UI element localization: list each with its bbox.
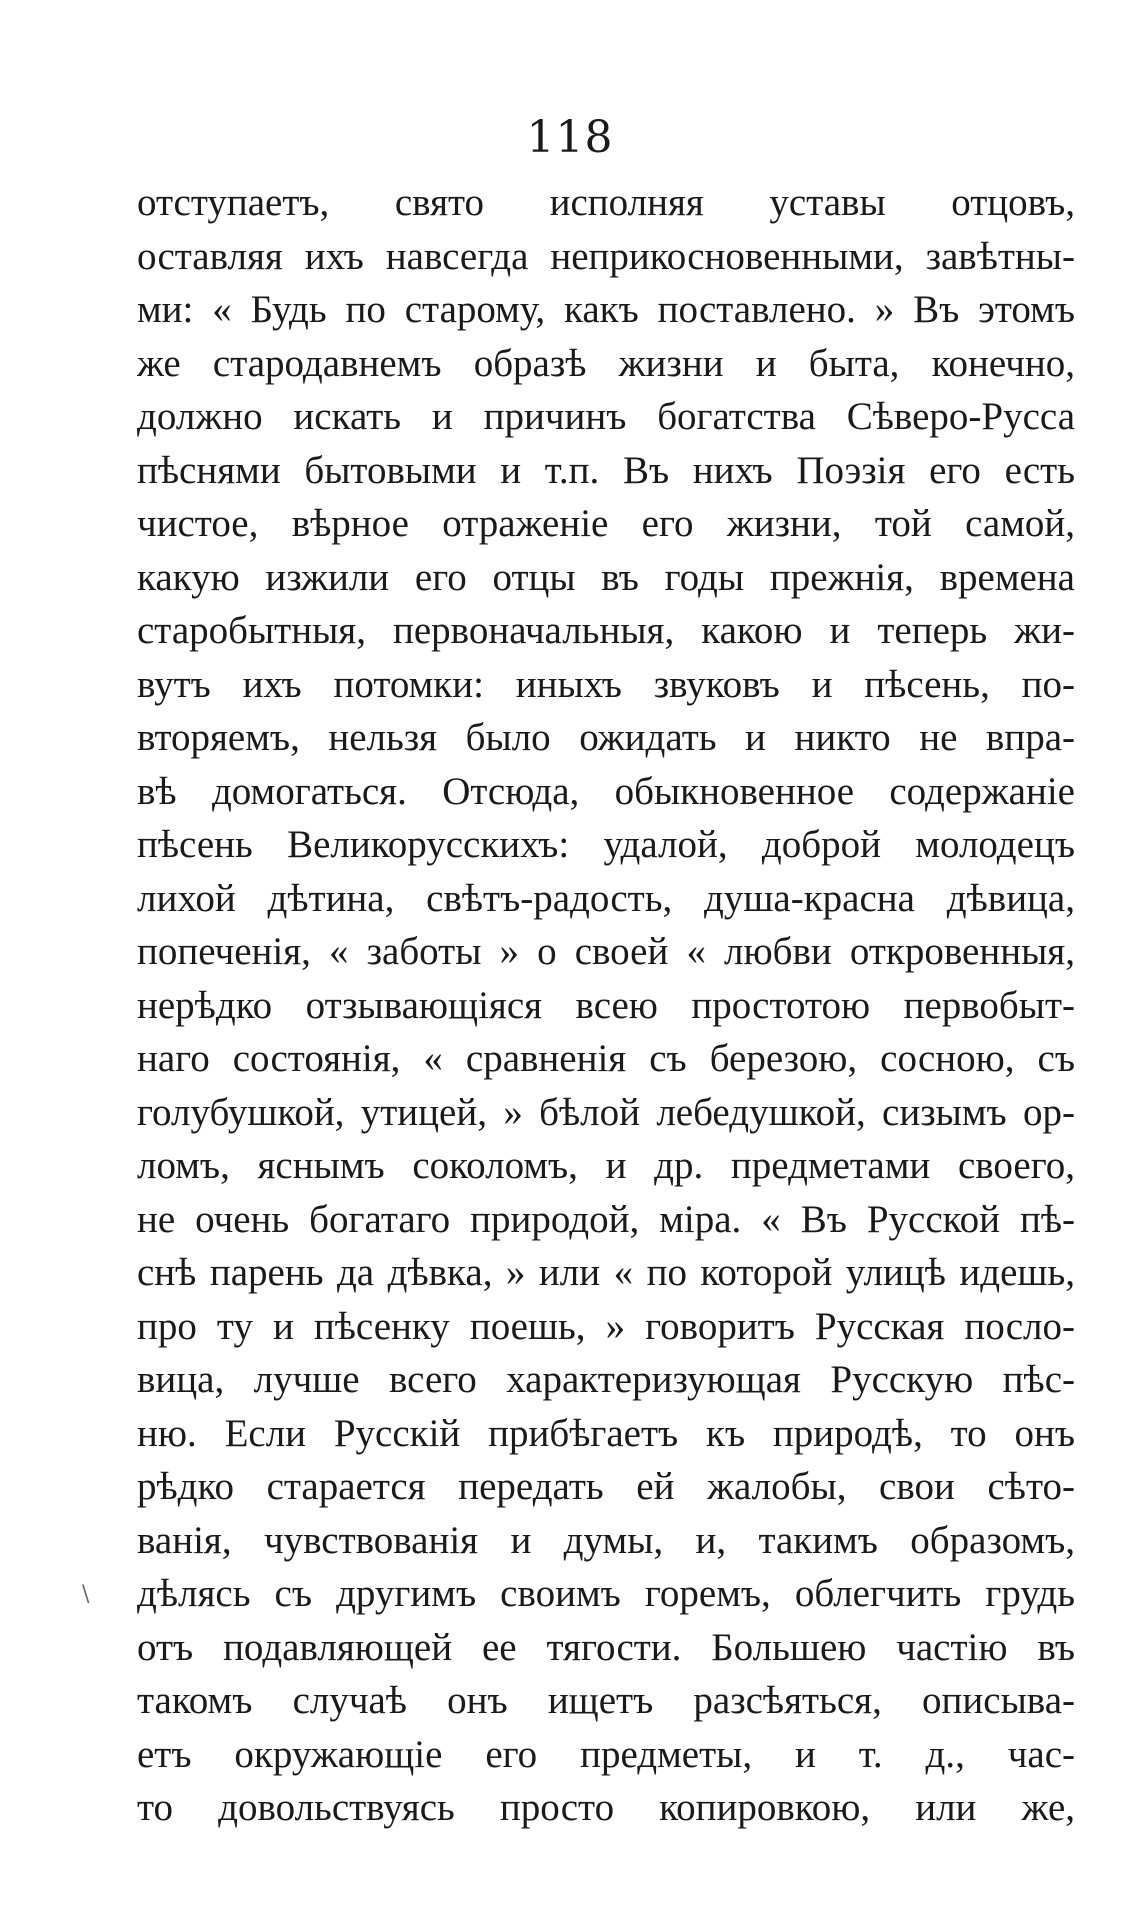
text-line: ванія, чувствованія и думы, и, такимъ образомъ, — [137, 1518, 1075, 1562]
text-line: не очень богатаго природой, міра. « Въ Русской пѣ- — [137, 1197, 1075, 1241]
text-line: етъ окружающіе его предметы, и т. д., час- — [137, 1732, 1075, 1776]
text-line: старобытныя, первоначальныя, какою и теперь жи- — [137, 609, 1075, 652]
text-line: ню. Если Русскій прибѣгаетъ къ природѣ, то онъ — [137, 1411, 1075, 1455]
text-line: же стародавнемъ образѣ жизни и быта, конечно, — [137, 341, 1075, 385]
text-line: вѣ домогаться. Отсюда, обыкновенное содержаніе — [137, 769, 1075, 813]
text-line: должно искать и причинъ богатства Сѣверо-Русса — [137, 395, 1075, 438]
text-line: рѣдко старается передать ей жалобы, свои сѣто- — [137, 1465, 1075, 1508]
text-line: то довольствуясь просто копировкою, или же, — [137, 1786, 1075, 1829]
text-line: про ту и пѣсенку поешь, » говоритъ Русская посло- — [137, 1304, 1075, 1348]
text-line: вутъ ихъ потомки: иныхъ звуковъ и пѣсень, по- — [137, 662, 1075, 706]
body-text — [137, 176, 1075, 1835]
text-line: отступаетъ, свято исполняя уставы отцовъ, — [137, 181, 1075, 224]
text-line: ми: « Будь по старому, какъ поставлено. » Въ этомъ — [137, 288, 1075, 331]
text-line: лихой дѣтина, свѣтъ-радость, душа-красна дѣвица, — [137, 876, 1075, 920]
text-line: наго состоянія, « сравненія съ березою, сосною, съ — [137, 1037, 1075, 1080]
text-line: отъ подавляющей ее тягости. Большею частію въ — [137, 1625, 1075, 1669]
text-line: чистое, вѣрное отраженіе его жизни, той самой, — [137, 502, 1075, 545]
page-number: 118 — [526, 112, 614, 163]
text-line: оставляя ихъ навсегда неприкосновенными, завѣтны- — [137, 234, 1075, 278]
text-line: такомъ случаѣ онъ ищетъ разсѣяться, описыва- — [137, 1679, 1075, 1722]
text-line: нерѣдко отзывающіяся всею простотою первобыт- — [137, 983, 1075, 1027]
text-line: ломъ, яснымъ соколомъ, и др. предметами своего, — [137, 1144, 1075, 1187]
text-line: попеченія, « заботы » о своей « любви откровенныя, — [137, 930, 1075, 973]
text-line: дѣлясь съ другимъ своимъ горемъ, облегчить грудь — [137, 1572, 1075, 1615]
margin-mark: \ — [82, 1582, 90, 1607]
text-line: вторяемъ, нельзя было ожидать и никто не впра- — [137, 716, 1075, 759]
text-line: какую изжили его отцы въ годы прежнія, времена — [137, 555, 1075, 599]
text-line: пѣсень Великорусскихъ: удалой, доброй молодецъ — [137, 823, 1075, 866]
text-line: пѣснями бытовыми и т.п. Въ нихъ Поэзія его есть — [137, 448, 1075, 492]
text-line: голубушкой, утицей, » бѣлой лебедушкой, сизымъ ор- — [137, 1090, 1075, 1134]
text-line: вица, лучше всего характеризующая Русскую пѣс- — [137, 1358, 1075, 1401]
text-line: снѣ парень да дѣвка, » или « по которой улицѣ идешь, — [137, 1251, 1075, 1294]
